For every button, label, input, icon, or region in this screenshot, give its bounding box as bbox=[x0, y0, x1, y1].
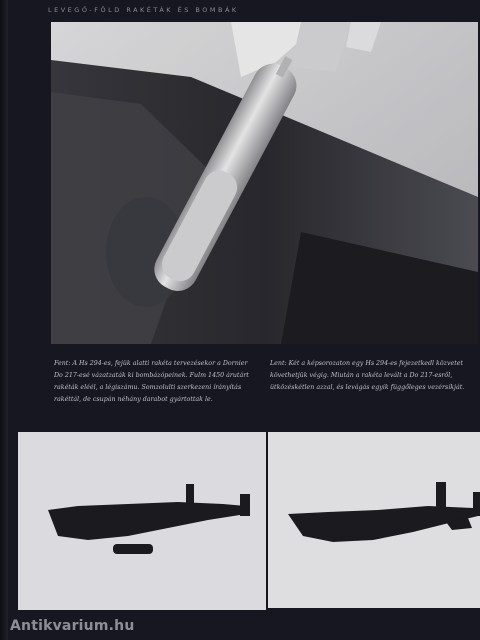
photo-missile-under-wing bbox=[51, 22, 478, 344]
photo-missile-under-wing-image bbox=[51, 22, 478, 344]
caption-top-right: Lent: Két a képsorozaton egy Hs 294-es fejezetkedl közvetet követhetjük végig. Miután a rakéta levált a Do 217-esről, ütközéskétlen azzal, és levágás egyik függőleges vezérsíkját. bbox=[270, 360, 465, 391]
caption-top-left: Fent: A Hs 294-es, fejük alatti rakéta tervezésekor a Dornier Do 217-esé vázatzaták ki bombázópeinek. Fulm 1450 árutárt rakéták eléél, a légiszámu. Somzolulti szerkezeni írányítás rakéttál, de csupán néhány darabot gyártottak le. bbox=[54, 360, 249, 403]
watermark-text: Antikvarium.hu bbox=[10, 618, 135, 634]
running-head: LEVEGŐ-FÖLD RAKÉTÁK ÉS BOMBÁK bbox=[48, 6, 239, 14]
photo-aircraft-right-image bbox=[268, 432, 480, 608]
photo-aircraft-left-image bbox=[18, 432, 266, 610]
photo-aircraft-left bbox=[18, 432, 266, 610]
photo-aircraft-right bbox=[268, 432, 480, 608]
book-page bbox=[8, 0, 480, 640]
